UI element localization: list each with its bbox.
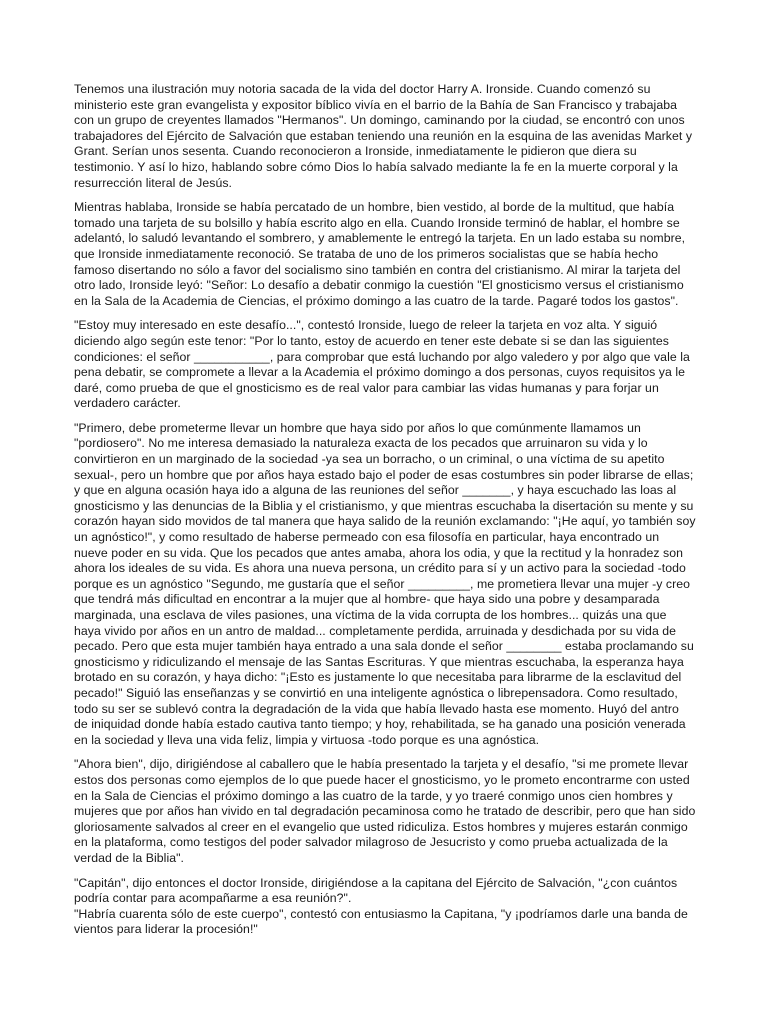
paragraph-promise: "Ahora bien", dijo, dirigiéndose al caballero que le había presentado la tarjeta y el desafío, "si me promete llevar estos dos personas como ejemplos de lo que puede hacer el gnosticismo, yo le prometo encontrarme con usted en la Sala de Ciencias el próximo domingo a las cuatro de la tarde, y yo traeré conmigo unos cien hombres y mujeres que por años han vivido en tal degradación pecaminosa como he tratado de describir, pero que han sido gloriosamente salvados al creer en el evangelio que usted ridiculiza. Estos hombres y mujeres estarán conmigo en la plataforma, como testigos del poder salvador milagroso de Jesucristo y como prueba actualizada de la verdad de la Biblia". bbox=[74, 757, 696, 865]
paragraph-captain-question: "Capitán", dijo entonces el doctor Ironside, dirigiéndose a la capitana del Ejército de Salvación, "¿con cuántos podría contar para acompañarme a esa reunión?". bbox=[74, 875, 678, 906]
paragraph-first-second: "Primero, debe prometerme llevar un hombre que haya sido por años lo que comúnmente llamamos un "pordiosero". No me interesa demasiado la naturaleza exacta de los pecados que arruinaron su vida y lo convirtieron en un marginado de la sociedad -ya sea un borracho, o un criminal, o una víctima de su apetito sexual-, pero un hombre que por años haya estado bajo el poder de esas costumbres sin poder librarse de ellas; y que en alguna ocasión haya ido a alguna de las reuniones del señor _______, y haya escuchado las loas al gnosticismo y las denuncias de la Biblia y el cristianismo, y que mientras escuchaba la disertación su mente y su corazón hayan sido movidos de tal manera que haya salido de la reunión exclamando: "¡He aquí, yo también soy un agnóstico!", y como resultado de haberse permeado con esa filosofía en particular, haya encontrado un nueve poder en su vida. Que los pecados que antes amaba, ahora los odia, y que la rectitud y la honradez son ahora los ideales de su vida. Es ahora una nueva persona, un crédito para sí y un activo para la sociedad -todo porque es un agnóstico "Segundo, me gustaría que el señor _________, me prometiera llevar una mujer -y creo que tendrá más dificultad en encontrar a la mujer que al hombre- que haya sido una pobre y desamparada marginada, una esclava de viles pasiones, una víctima de la vida corrupta de los hombres... quizás una que haya vivido por años en un antro de maldad... completamente perdida, arruinada y desdichada por su vida de pecado. Pero que esta mujer también haya entrado a una sala donde el señor ________ estaba proclamando su gnosticismo y ridiculizando el mensaje de las Santas Escrituras. Y que mientras escuchaba, la esperanza haya brotado en su corazón, y haya dicho: "¡Esto es justamente lo que necesitaba para librarme de la esclavitud del pecado!" Siguió las enseñanzas y se convirtió en una inteligente agnóstica o librepensadora. Como resultado, todo su ser se sublevó contra la degradación de la vida que había llevado hasta ese momento. Huyó del antro de iniquidad donde había estado cautiva tanto tiempo; y hoy, rehabilitada, se ha ganado una posición venerada en la sociedad y lleva una vida feliz, limpia y virtuosa -todo porque es una agnóstica. bbox=[74, 420, 696, 747]
paragraph-captain-answer: "Habría cuarenta sólo de este cuerpo", contestó con entusiasmo la Capitana, "y ¡podríamos darle una banda de vientos para liderar la procesión!" bbox=[74, 906, 688, 937]
paragraph-intro: Tenemos una ilustración muy notoria sacada de la vida del doctor Harry A. Ironside. Cuando comenzó su ministerio este gran evangelista y expositor bíblico vivía en el barrio de la Bahía de San Francisco y trabajaba con un grupo de creyentes llamados "Hermanos". Un domingo, caminando por la ciudad, se encontró con unos trabajadores del Ejército de Salvación que estaban teniendo una reunión en la esquina de las avenidas Market y Grant. Serían unos sesenta. Cuando reconocieron a Ironside, inmediatamente le pidieron que diera su testimonio. Y así lo hizo, hablando sobre cómo Dios lo había salvado mediante la fe en la muerte corporal y la resurrección literal de Jesús. bbox=[74, 82, 693, 190]
document-page bbox=[74, 82, 696, 938]
paragraph-card: Mientras hablaba, Ironside se había percatado de un hombre, bien vestido, al borde de la multitud, que había tomado una tarjeta de su bolsillo y había escrito algo en ella. Cuando Ironside terminó de hablar, el hombre se adelantó, lo saludó levantando el sombrero, y amablemente le entregó la tarjeta. En un lado estaba su nombre, que Ironside inmediatamente reconoció. Se trataba de uno de los primeros socialistas que se había hecho famoso disertando no sólo a favor del socialismo sino también en contra del cristianismo. Al mirar la tarjeta del otro lado, Ironside leyó: "Señor: Lo desafío a debatir conmigo la cuestión "El gnosticismo versus el cristianismo en la Sala de la Academia de Ciencias, el próximo domingo a las cuatro de la tarde. Pagaré todos los gastos". bbox=[74, 200, 686, 308]
paragraph-conditions: "Estoy muy interesado en este desafío...", contestó Ironside, luego de releer la tarjeta en voz alta. Y siguió diciendo algo según este tenor: "Por lo tanto, estoy de acuerdo en tener este debate si se dan las siguientes condiciones: el señor ___________, para comprobar que está luchando por algo valedero y por algo que vale la pena debatir, se compromete a llevar a la Academia el próximo domingo a dos personas, cuyos requisitos ya le daré, como prueba de que el gnosticismo es de real valor para cambiar las vidas humanas y para forjar un verdadero carácter. bbox=[74, 318, 690, 411]
